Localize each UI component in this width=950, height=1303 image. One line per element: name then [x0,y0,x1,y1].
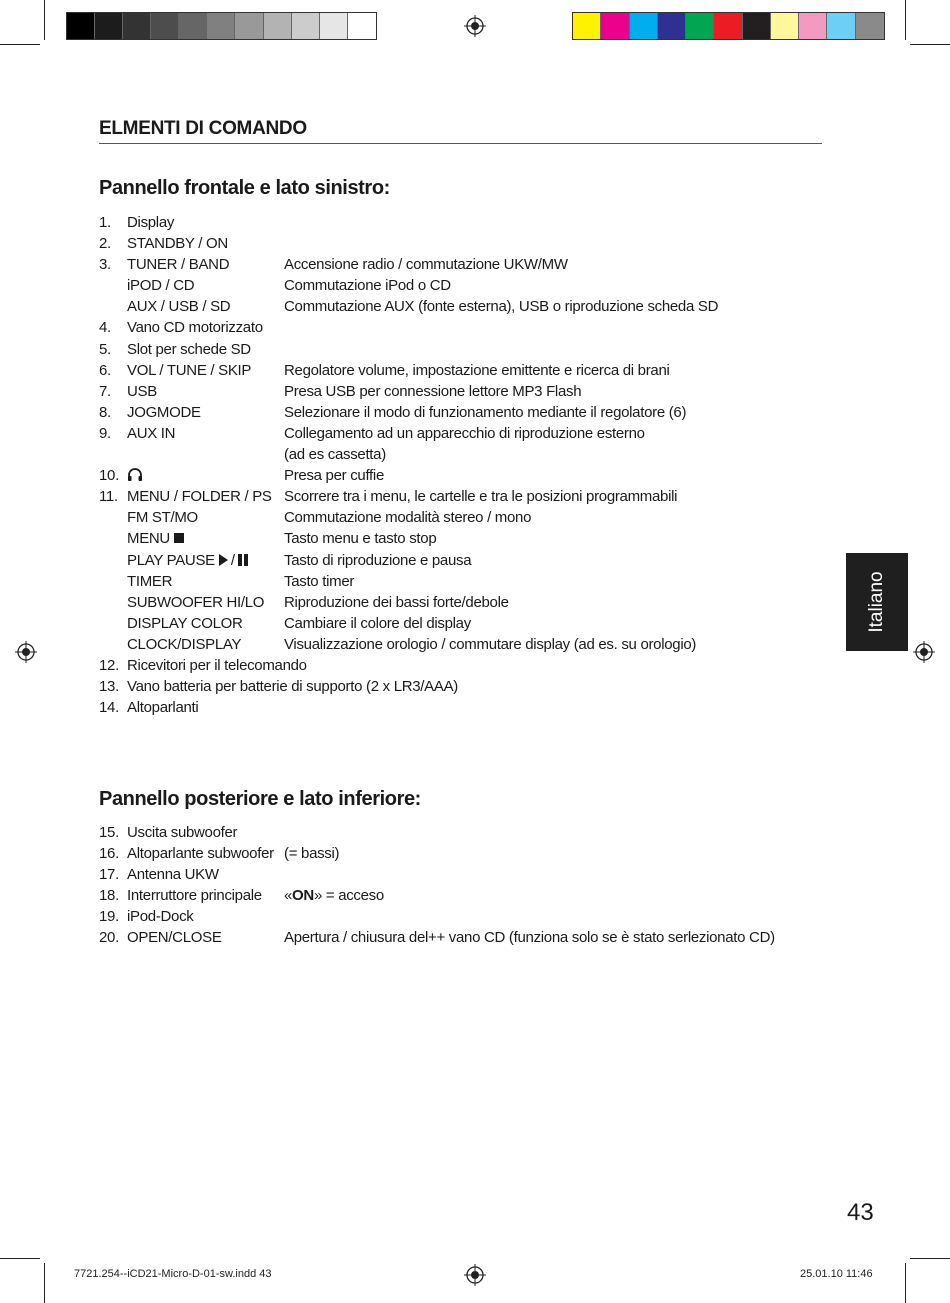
item-term-text: USB [127,382,157,400]
front-section-title: Pannello frontale e lato sinistro: [99,177,390,199]
list-item [99,676,859,697]
item-term [127,592,264,613]
list-item [99,528,859,549]
item-description: Tasto timer [284,572,355,590]
item-term [127,402,201,423]
rear-controls-list [99,822,859,948]
list-item [99,613,859,634]
crop-mark [905,1263,906,1303]
list-item [99,843,859,864]
list-item [99,212,859,233]
item-description-rest: » = acceso [313,887,384,904]
registration-mark-icon [464,1264,486,1286]
list-item [99,885,859,906]
item-term-text: Display [127,214,175,231]
page-number: 43 [847,1199,874,1226]
item-number: 10. [99,467,119,485]
item-description: Cambiare il colore del display [284,614,471,632]
item-term [127,634,241,655]
list-item [99,927,859,948]
play-icon [219,554,228,566]
color-swatch [714,13,742,39]
item-term [127,360,251,381]
item-term [127,843,274,864]
item-description: Apertura / chiusura del++ vano CD (funziona solo se è stato serlezionato CD) [284,929,775,946]
color-swatch [743,13,771,39]
item-term-text: iPOD / CD [127,277,195,295]
registration-mark-icon [464,15,486,37]
item-term-text: OPEN/CLOSE [127,929,222,946]
language-tab-label: Italiano [866,571,887,633]
process-color-bar [572,12,885,40]
item-term [127,275,194,296]
item-number: 7. [99,382,111,400]
language-tab [846,553,908,651]
color-swatch [235,13,263,39]
item-description: Scorrere tra i menu, le cartelle e tra le posizioni programmabili [284,488,678,506]
item-term-text: TUNER / BAND [127,256,230,274]
item-term-text: DISPLAY COLOR [127,614,243,632]
item-term [127,528,184,549]
item-number: 5. [99,340,111,358]
registration-mark-icon [913,641,935,663]
item-term-text: Altoparlante subwoofer [127,845,274,862]
item-term [127,423,175,444]
item-term-text: VOL / TUNE / SKIP [127,361,252,379]
item-number: 1. [99,214,111,231]
item-term [127,486,272,507]
item-description: Collegamento ad un apparecchio di riproduzione esterno [284,424,645,442]
item-number: 16. [99,845,119,862]
list-item [99,423,859,444]
list-item [99,550,859,571]
list-item [99,465,859,486]
item-number: 8. [99,403,111,421]
list-item [99,507,859,528]
item-number: 13. [99,678,119,696]
item-term-text: CLOCK/DISPLAY [127,635,242,653]
item-number: 3. [99,256,111,274]
item-term [127,381,157,402]
item-term-text: STANDBY / ON [127,235,228,253]
item-description: Presa per cuffie [284,467,384,485]
footer-file-name: 7721.254--iCD21-Micro-D-01-sw.indd 43 [74,1268,272,1280]
color-swatch [630,13,658,39]
color-swatch [207,13,235,39]
item-term [127,613,243,634]
crop-mark [0,44,40,45]
item-term [127,822,237,843]
color-swatch [95,13,123,39]
item-description: Accensione radio / commutazione UKW/MW [284,256,568,274]
item-term [127,317,263,338]
headphone-icon [127,468,143,482]
item-description: Commutazione AUX (fonte esterna), USB o riproduzione scheda SD [284,298,719,316]
item-description-bold: ON [292,887,314,904]
color-swatch [827,13,855,39]
item-description: Tasto menu e tasto stop [284,530,437,548]
color-swatch [799,13,827,39]
item-term [127,254,229,275]
item-number: 20. [99,929,119,946]
list-item [99,296,859,317]
icon-separator: / [230,551,235,569]
list-item [99,381,859,402]
color-swatch [771,13,799,39]
crop-mark [0,1258,40,1259]
footer-timestamp: 25.01.10 11:46 [800,1268,873,1280]
item-number: 19. [99,908,119,925]
item-term-text: Antenna UKW [127,866,219,883]
item-term-text: Vano CD motorizzato [127,319,263,337]
item-term [127,906,194,927]
color-swatch [292,13,320,39]
item-term-text: SUBWOOFER HI/LO [127,593,265,611]
color-swatch [573,13,601,39]
crop-mark [44,0,45,40]
item-term-text: Interruttore principale [127,887,262,904]
item-term [127,571,172,592]
list-item [99,571,859,592]
list-item [99,697,859,718]
color-swatch [123,13,151,39]
item-number: 17. [99,866,119,883]
page-title: ELMENTI DI COMANDO [99,118,822,144]
list-item [99,655,859,676]
item-description [284,885,384,906]
item-term [127,885,262,906]
item-number: 2. [99,235,111,253]
registration-mark-icon [15,641,37,663]
list-item [99,486,859,507]
item-number: 6. [99,361,111,379]
item-term [127,212,174,233]
item-term [127,507,198,528]
item-term [127,864,219,885]
item-term-text: MENU / FOLDER / PS [127,488,272,506]
item-description: Commutazione iPod o CD [284,277,451,295]
front-controls-list [99,212,859,718]
item-term [127,927,222,948]
item-term-text: Ricevitori per il telecomando [127,656,307,674]
item-term-text: MENU [127,530,170,548]
crop-mark [44,1263,45,1303]
item-description: Presa USB per connessione lettore MP3 Flash [284,382,582,400]
list-item [99,634,859,655]
item-term [127,655,307,676]
item-term-text: JOGMODE [127,403,201,421]
item-description: Commutazione modalità stereo / mono [284,509,532,527]
item-description: (= bassi) [284,845,340,862]
item-description: Tasto di riproduzione e pausa [284,551,472,569]
crop-mark [910,44,950,45]
item-description: Regolatore volume, impostazione emittente e ricerca di brani [284,361,670,379]
list-item [99,822,859,843]
rear-section-title: Pannello posteriore e lato inferiore: [99,788,421,810]
item-description-prefix: « [284,887,293,904]
item-term-text: PLAY PAUSE [127,551,215,569]
color-swatch [179,13,207,39]
item-number: 9. [99,424,111,442]
item-term-text: Vano batteria per batterie di supporto (2 x LR3/AAA) [127,678,458,696]
item-description: Riproduzione dei bassi forte/debole [284,593,509,611]
list-item [99,233,859,254]
color-swatch [658,13,686,39]
item-term [127,697,198,718]
item-number: 15. [99,824,119,841]
item-term [127,550,248,571]
list-item [99,360,859,381]
item-number: 18. [99,887,119,904]
item-term-text: Slot per schede SD [127,340,251,358]
list-item [99,592,859,613]
item-term-text: iPod-Dock [127,908,194,925]
list-item [99,402,859,423]
item-term [127,465,143,486]
color-swatch [264,13,292,39]
list-item [99,254,859,275]
item-number: 4. [99,319,111,337]
item-term [127,233,228,254]
item-term [127,676,458,697]
item-description: Selezionare il modo di funzionamento mediante il regolatore (6) [284,403,687,421]
list-item [99,317,859,338]
crop-mark [905,0,906,40]
item-term-text: Uscita subwoofer [127,824,238,841]
color-swatch [686,13,714,39]
list-item [99,864,859,885]
color-swatch [856,13,884,39]
item-term-text: AUX IN [127,424,176,442]
item-number: 12. [99,656,119,674]
item-description: (ad es cassetta) [284,446,386,464]
item-term [127,339,251,360]
pause-icon [238,554,248,566]
stop-icon [174,533,184,543]
color-swatch [151,13,179,39]
item-term-text: AUX / USB / SD [127,298,231,316]
item-number: 14. [99,699,119,717]
color-swatch [601,13,629,39]
color-swatch [67,13,95,39]
color-swatch [348,13,376,39]
list-item [99,339,859,360]
item-description: Visualizzazione orologio / commutare display (ad es. su orologio) [284,635,697,653]
item-term [127,296,230,317]
list-item [99,906,859,927]
color-swatch [320,13,348,39]
item-term-text: FM ST/MO [127,509,198,527]
item-term-text: Altoparlanti [127,699,199,717]
item-term-text: TIMER [127,572,173,590]
list-item [99,444,859,465]
list-item [99,275,859,296]
crop-mark [910,1258,950,1259]
item-number: 11. [99,488,118,506]
grayscale-color-bar [66,12,377,40]
